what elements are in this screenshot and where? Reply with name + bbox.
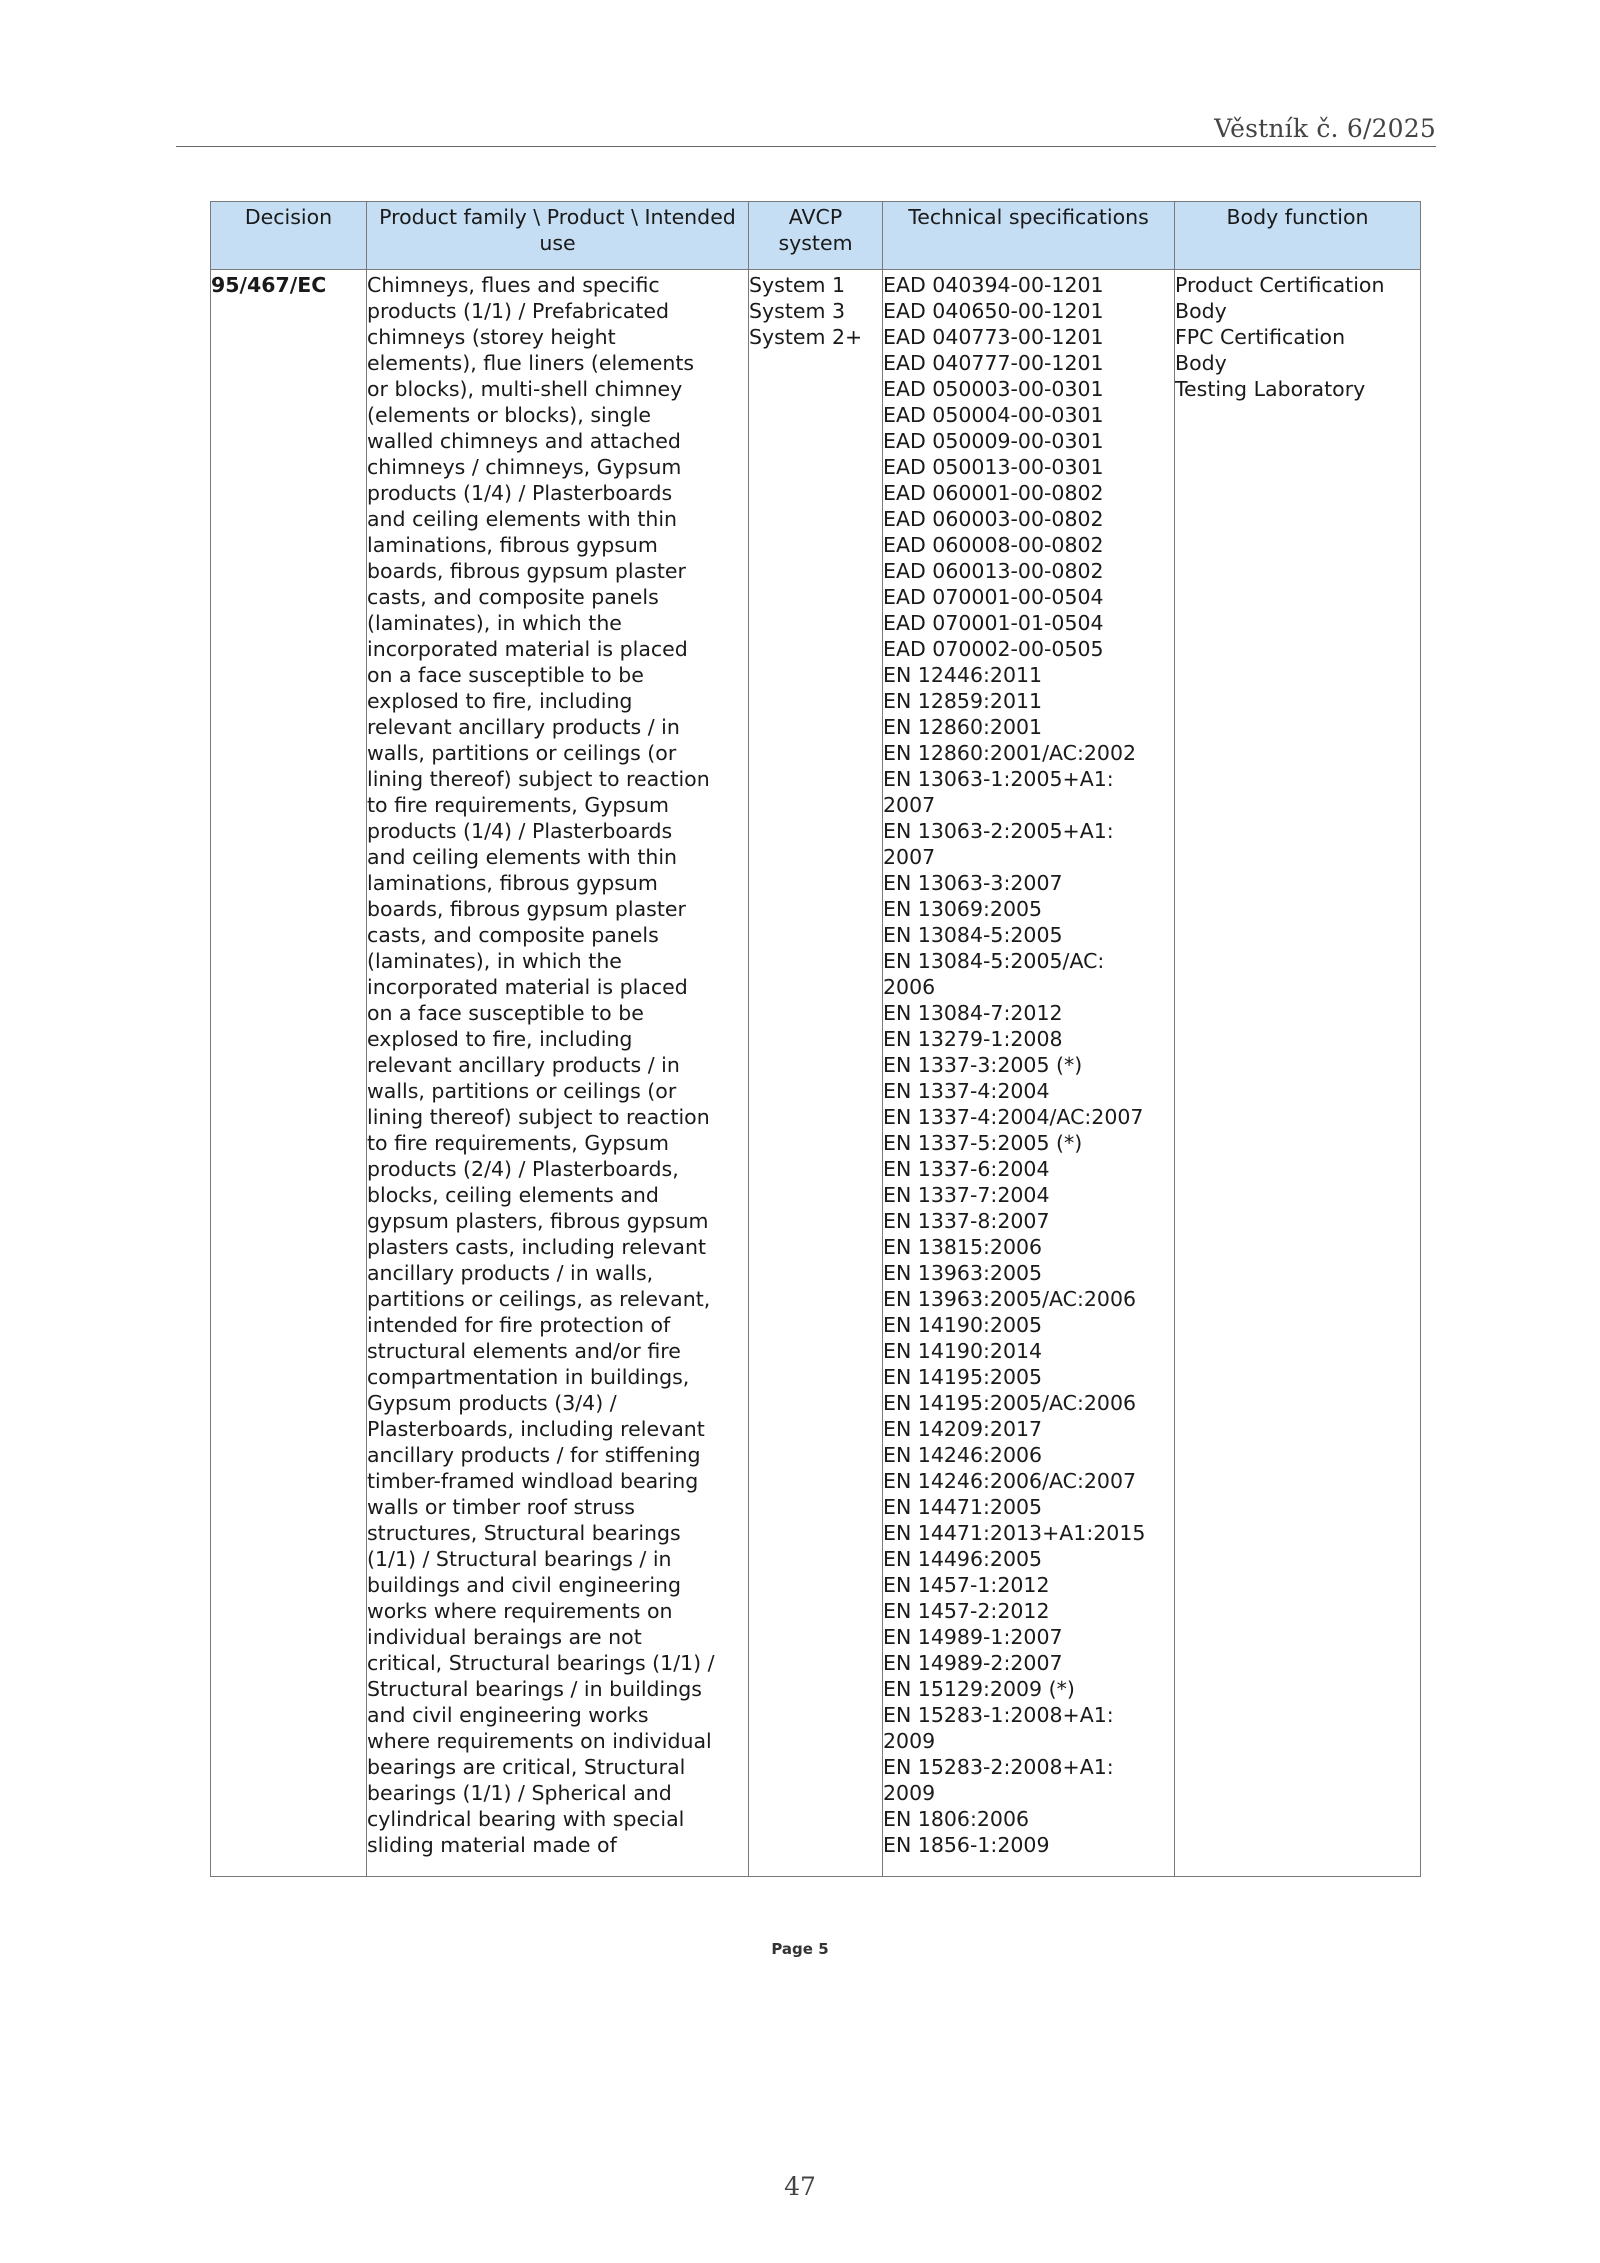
body-function-line: Testing Laboratory — [1175, 377, 1366, 401]
product-family-line: incorporated material is placed — [367, 975, 688, 999]
technical-specification-line: EAD 060003-00-0802 — [883, 507, 1104, 531]
body-function-lines — [1175, 272, 1420, 402]
product-family-line: (laminates), in which the — [367, 611, 622, 635]
product-family-line: individual beraings are not — [367, 1625, 642, 1649]
product-family-line: or blocks), multi-shell chimney — [367, 377, 683, 401]
technical-specification-line: 2009 — [883, 1781, 936, 1805]
product-family-line: laminations, fibrous gypsum — [367, 871, 658, 895]
technical-specification-line: EN 1337-6:2004 — [883, 1157, 1050, 1181]
technical-specification-line: EN 14246:2006/AC:2007 — [883, 1469, 1137, 1493]
product-family-line: products (2/4) / Plasterboards, — [367, 1157, 679, 1181]
technical-specification-line: EN 14989-2:2007 — [883, 1651, 1063, 1675]
technical-specification-line: EN 15283-2:2008+A1: — [883, 1755, 1114, 1779]
product-family-lines — [367, 272, 748, 1858]
product-family-line: relevant ancillary products / in — [367, 715, 680, 739]
technical-specification-line: EAD 070001-00-0504 — [883, 585, 1104, 609]
product-family-line: walls or timber roof struss — [367, 1495, 635, 1519]
technical-specification-line: EN 1337-8:2007 — [883, 1209, 1050, 1233]
body-function-line: Product Certification — [1175, 273, 1385, 297]
specifications-table — [210, 201, 1421, 1877]
product-family-line: walled chimneys and attached — [367, 429, 681, 453]
table-header-row — [211, 202, 1421, 270]
technical-specification-line: EN 14471:2013+A1:2015 — [883, 1521, 1146, 1545]
technical-specifications-lines — [883, 272, 1174, 1858]
product-family-line: partitions or ceilings, as relevant, — [367, 1287, 711, 1311]
avcp-system-line: System 2+ — [749, 325, 863, 349]
product-family-line: buildings and civil engineering — [367, 1573, 682, 1597]
product-family-line: and civil engineering works — [367, 1703, 649, 1727]
technical-specification-line: EN 1337-4:2004 — [883, 1079, 1050, 1103]
technical-specification-line: EN 12446:2011 — [883, 663, 1043, 687]
product-family-line: (elements or blocks), single — [367, 403, 652, 427]
technical-specification-line: EN 1457-1:2012 — [883, 1573, 1050, 1597]
product-family-line: products (1/4) / Plasterboards — [367, 481, 673, 505]
product-family-line: to fire requirements, Gypsum — [367, 793, 669, 817]
technical-specification-line: EN 13279-1:2008 — [883, 1027, 1063, 1051]
column-header-body-function: Body function — [1175, 202, 1421, 270]
product-family-line: gypsum plasters, fibrous gypsum — [367, 1209, 709, 1233]
product-family-line: products (1/4) / Plasterboards — [367, 819, 673, 843]
technical-specification-line: 2009 — [883, 1729, 936, 1753]
product-family-line: boards, fibrous gypsum plaster — [367, 559, 686, 583]
technical-specification-line: EN 13963:2005/AC:2006 — [883, 1287, 1137, 1311]
product-family-line: relevant ancillary products / in — [367, 1053, 680, 1077]
product-family-line: compartmentation in buildings, — [367, 1365, 690, 1389]
technical-specification-line: EAD 050013-00-0301 — [883, 455, 1104, 479]
product-family-line: chimneys / chimneys, Gypsum — [367, 455, 682, 479]
technical-specification-line: EN 1337-5:2005 (*) — [883, 1131, 1083, 1155]
avcp-system-line: System 3 — [749, 299, 846, 323]
product-family-line: where requirements on individual — [367, 1729, 712, 1753]
technical-specification-line: EN 14471:2005 — [883, 1495, 1043, 1519]
technical-specification-line: EN 1806:2006 — [883, 1807, 1030, 1831]
column-header-decision: Decision — [211, 202, 367, 270]
product-family-line: critical, Structural bearings (1/1) / — [367, 1651, 715, 1675]
product-family-line: chimneys (storey height — [367, 325, 616, 349]
product-family-line: explosed to fire, including — [367, 1027, 633, 1051]
technical-specification-line: EN 1856-1:2009 — [883, 1833, 1050, 1857]
technical-specification-line: EN 14195:2005 — [883, 1365, 1043, 1389]
avcp-system-line: System 1 — [749, 273, 846, 297]
product-family-line: works where requirements on — [367, 1599, 673, 1623]
product-family-line: laminations, fibrous gypsum — [367, 533, 658, 557]
product-family-line: ancillary products / for stiffening — [367, 1443, 701, 1467]
product-family-line: (1/1) / Structural bearings / in — [367, 1547, 672, 1571]
technical-specification-line: EN 12859:2011 — [883, 689, 1043, 713]
page-number: 47 — [784, 2172, 816, 2201]
product-family-line: products (1/1) / Prefabricated — [367, 299, 669, 323]
product-family-line: lining thereof) subject to reaction — [367, 767, 710, 791]
column-header-avcp: AVCP system — [749, 202, 883, 270]
technical-specification-line: 2007 — [883, 793, 936, 817]
technical-specification-line: EN 13815:2006 — [883, 1235, 1043, 1259]
product-family-line: intended for fire protection of — [367, 1313, 671, 1337]
body-function-cell — [1175, 270, 1421, 1877]
product-family-line: timber-framed windload bearing — [367, 1469, 699, 1493]
technical-specifications-cell — [883, 270, 1175, 1877]
technical-specification-line: EAD 050004-00-0301 — [883, 403, 1104, 427]
product-family-line: structural elements and/or fire — [367, 1339, 681, 1363]
technical-specification-line: EAD 050009-00-0301 — [883, 429, 1104, 453]
technical-specification-line: EN 13084-5:2005/AC: — [883, 949, 1105, 973]
technical-specification-line: EN 15283-1:2008+A1: — [883, 1703, 1114, 1727]
technical-specification-line: EN 13063-3:2007 — [883, 871, 1063, 895]
product-family-line: walls, partitions or ceilings (or — [367, 741, 677, 765]
product-family-line: boards, fibrous gypsum plaster — [367, 897, 686, 921]
technical-specification-line: EN 13084-5:2005 — [883, 923, 1063, 947]
product-family-line: sliding material made of — [367, 1833, 617, 1857]
technical-specification-line: EN 14496:2005 — [883, 1547, 1043, 1571]
technical-specification-line: EN 13084-7:2012 — [883, 1001, 1063, 1025]
technical-specification-line: EAD 040394-00-1201 — [883, 273, 1104, 297]
product-family-line: Plasterboards, including relevant — [367, 1417, 705, 1441]
technical-specification-line: EN 14246:2006 — [883, 1443, 1043, 1467]
technical-specification-line: EN 14190:2005 — [883, 1313, 1043, 1337]
technical-specification-line: EN 12860:2001 — [883, 715, 1043, 739]
product-family-line: lining thereof) subject to reaction — [367, 1105, 710, 1129]
technical-specification-line: EN 13963:2005 — [883, 1261, 1043, 1285]
technical-specification-line: EAD 070001-01-0504 — [883, 611, 1104, 635]
product-family-line: plasters casts, including relevant — [367, 1235, 706, 1259]
product-family-line: walls, partitions or ceilings (or — [367, 1079, 677, 1103]
product-family-line: Chimneys, flues and specific — [367, 273, 660, 297]
technical-specification-line: EN 14989-1:2007 — [883, 1625, 1063, 1649]
technical-specification-line: EN 1337-4:2004/AC:2007 — [883, 1105, 1144, 1129]
avcp-system-lines — [749, 272, 882, 350]
product-family-line: Gypsum products (3/4) / — [367, 1391, 617, 1415]
product-family-line: bearings are critical, Structural — [367, 1755, 686, 1779]
technical-specification-line: EN 13063-1:2005+A1: — [883, 767, 1114, 791]
product-family-line: explosed to fire, including — [367, 689, 633, 713]
decision-cell: 95/467/EC — [211, 270, 367, 1877]
product-family-line: and ceiling elements with thin — [367, 845, 678, 869]
technical-specification-line: EN 13069:2005 — [883, 897, 1043, 921]
product-family-line: casts, and composite panels — [367, 585, 659, 609]
page-label: Page 5 — [771, 1940, 829, 1958]
column-header-product: Product family \ Product \ Intended use — [367, 202, 749, 270]
product-family-line: incorporated material is placed — [367, 637, 688, 661]
product-family-line: casts, and composite panels — [367, 923, 659, 947]
technical-specification-line: 2007 — [883, 845, 936, 869]
technical-specification-line: EN 14195:2005/AC:2006 — [883, 1391, 1137, 1415]
product-family-line: on a face susceptible to be — [367, 1001, 644, 1025]
technical-specification-line: EN 14190:2014 — [883, 1339, 1043, 1363]
running-header: Věstník č. 6/2025 — [1214, 114, 1436, 143]
technical-specification-line: EN 1457-2:2012 — [883, 1599, 1050, 1623]
technical-specification-line: EN 1337-7:2004 — [883, 1183, 1050, 1207]
body-function-line: Body — [1175, 299, 1227, 323]
technical-specification-line: EN 12860:2001/AC:2002 — [883, 741, 1137, 765]
product-family-line: on a face susceptible to be — [367, 663, 644, 687]
technical-specification-line: EAD 060001-00-0802 — [883, 481, 1104, 505]
product-family-line: to fire requirements, Gypsum — [367, 1131, 669, 1155]
product-family-line: Structural bearings / in buildings — [367, 1677, 702, 1701]
technical-specification-line: EAD 040773-00-1201 — [883, 325, 1104, 349]
technical-specification-line: EAD 050003-00-0301 — [883, 377, 1104, 401]
product-family-line: (laminates), in which the — [367, 949, 622, 973]
avcp-system-cell — [749, 270, 883, 1877]
technical-specification-line: EAD 040777-00-1201 — [883, 351, 1104, 375]
product-family-line: cylindrical bearing with special — [367, 1807, 685, 1831]
product-family-line: elements), flue liners (elements — [367, 351, 695, 375]
product-family-line: bearings (1/1) / Spherical and — [367, 1781, 672, 1805]
technical-specification-line: 2006 — [883, 975, 936, 999]
technical-specification-line: EN 14209:2017 — [883, 1417, 1043, 1441]
product-family-line: blocks, ceiling elements and — [367, 1183, 659, 1207]
product-family-line: ancillary products / in walls, — [367, 1261, 654, 1285]
table-row — [211, 270, 1421, 1877]
body-function-line: FPC Certification — [1175, 325, 1346, 349]
technical-specification-line: EAD 040650-00-1201 — [883, 299, 1104, 323]
technical-specification-line: EAD 060013-00-0802 — [883, 559, 1104, 583]
product-family-cell — [367, 270, 749, 1877]
technical-specification-line: EAD 060008-00-0802 — [883, 533, 1104, 557]
product-family-line: structures, Structural bearings — [367, 1521, 681, 1545]
technical-specification-line: EN 1337-3:2005 (*) — [883, 1053, 1083, 1077]
product-family-line: and ceiling elements with thin — [367, 507, 678, 531]
technical-specification-line: EAD 070002-00-0505 — [883, 637, 1104, 661]
technical-specification-line: EN 13063-2:2005+A1: — [883, 819, 1114, 843]
technical-specification-line: EN 15129:2009 (*) — [883, 1677, 1075, 1701]
column-header-technical-specifications: Technical specifications — [883, 202, 1175, 270]
body-function-line: Body — [1175, 351, 1227, 375]
header-rule — [176, 146, 1436, 147]
